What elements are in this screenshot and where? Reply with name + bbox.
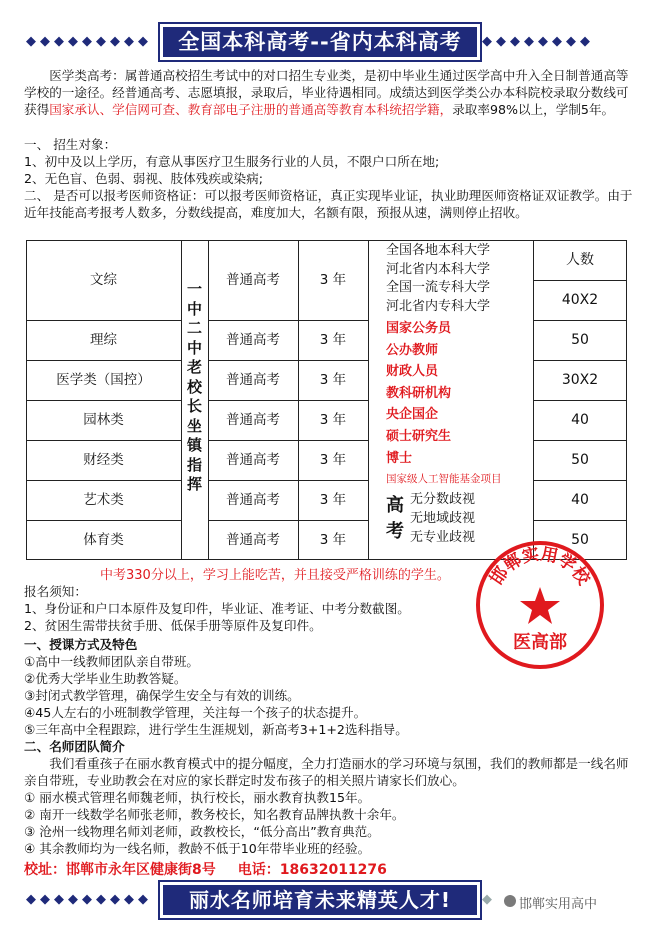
years-cell: 3 年	[319, 492, 347, 508]
years-cell: 3 年	[319, 452, 347, 468]
teaching-item: ③封闭式教学管理，确保学生安全与有效的训练。	[24, 688, 300, 703]
table-col-line	[368, 240, 369, 560]
school-phone: 电话：18632011276	[237, 862, 387, 878]
count-cell: 50	[571, 332, 589, 348]
major-cell: 艺术类	[83, 492, 124, 508]
university-item: 全国各地本科大学	[386, 243, 491, 258]
ai-project-note: 国家级人工智能基金项目	[386, 473, 502, 486]
career-item: 博士	[386, 450, 413, 466]
registration-title: 报名须知：	[24, 584, 87, 599]
watermark: 邯郸实用高中	[519, 897, 598, 912]
teacher-item: ③ 沧州一线物理名师刘老师，政教校长，“低分高出”教育典范。	[24, 824, 380, 839]
teacher-item: ① 丽水模式管理名师魏老师，执行校长，丽水教育执教15年。	[24, 790, 371, 805]
major-cell: 理综	[90, 332, 117, 348]
diamond-decoration-right: ◆	[482, 892, 496, 907]
career-item: 央企国企	[386, 407, 439, 423]
major-cell: 财经类	[83, 452, 124, 468]
major-cell: 医学类（国控）	[56, 372, 151, 388]
enrollment-item: 2、无色盲、色弱、弱视、肢体残疾或染病;	[24, 171, 263, 186]
university-item: 河北省内本科大学	[386, 261, 491, 277]
count-cell: 40	[571, 412, 589, 428]
contact-line	[24, 862, 636, 879]
university-item: 河北省内专科大学	[386, 298, 491, 314]
count-cell: 50	[571, 452, 589, 468]
teaching-title: 一、授课方式及特色	[24, 637, 138, 652]
registration-item: 2、贫困生需带扶贫手册、低保手册等原件及复印件。	[24, 618, 322, 633]
registration-item: 1、身份证和户口本原件及复印件，毕业证、准考证、中考分数截图。	[24, 601, 410, 616]
exam-cell: 普通高考	[226, 372, 280, 388]
teaching-item: ②优秀大学毕业生助教答疑。	[24, 671, 187, 686]
teachers-intro: 我们看重孩子在丽水教育模式中的提分幅度，全力打造丽水的学习环境与氛围，我们的教师都是一线名师亲自带班，专业助教会在对应的家长群定时发布孩子的相关照片请家长们放心。	[24, 756, 629, 788]
major-cell: 文综	[90, 272, 117, 288]
qualification-paragraph: 二、 是否可以报考医师资格证：可以报考医师资格证，真正实现毕业证，执业助理医师资格证双证教学。由于近年技能高考报考人数多，分数线提高，难度加大，名额有限，预报从速，满则停止招收。	[24, 188, 633, 220]
section-enrollment	[24, 136, 636, 221]
section-enrollment-title: 一、 招生对象：	[24, 137, 117, 152]
enrollment-item: 1、初中及以上学历，有意从事医疗卫生服务行业的人员，不限户口所在地;	[24, 154, 440, 169]
gaokao-char: 考	[386, 521, 404, 543]
major-cell: 园林类	[83, 412, 124, 428]
top-banner-row	[0, 22, 661, 62]
school-address: 校址：邯郸市永年区健康街8号	[24, 862, 216, 878]
top-banner-title: 全国本科高考--省内本科高考	[160, 24, 480, 60]
teaching-item: ①高中一线教师团队亲自带班。	[24, 654, 200, 669]
gaokao-char: 高	[386, 495, 404, 517]
years-cell: 3 年	[319, 532, 347, 548]
exam-cell: 普通高考	[226, 412, 280, 428]
years-cell: 3 年	[319, 272, 347, 288]
teaching-item: ④45人左右的小班制教学管理，关注每一个孩子的状态提升。	[24, 705, 367, 720]
exam-cell: 普通高考	[226, 452, 280, 468]
exam-cell: 普通高考	[226, 272, 280, 288]
career-item: 财政人员	[386, 364, 439, 380]
university-item: 全国一流专科大学	[386, 280, 491, 295]
career-item: 公办教师	[386, 342, 439, 358]
admission-requirement-note: 中考330分以上，学习上能吃苦，并且接受严格训练的学生。	[100, 568, 450, 583]
years-cell: 3 年	[319, 332, 347, 348]
no-discrimination-item: 无专业歧视	[410, 530, 476, 546]
teachers-title: 二、名师团队简介	[24, 739, 125, 754]
no-discrimination-item: 无分数歧视	[410, 492, 476, 508]
career-item: 硕士研究生	[386, 429, 452, 444]
major-cell: 体育类	[83, 532, 124, 548]
no-discrimination-item: 无地域歧视	[410, 511, 476, 527]
career-item: 教科研机构	[386, 385, 452, 401]
teacher-item: ④ 其余教师均为一线名师，教龄不低于10年带毕业班的经验。	[24, 841, 371, 856]
diamond-decoration-right: ◆◆◆◆◆◆◆◆	[482, 34, 594, 49]
career-item: 国家公务员	[386, 321, 452, 336]
bottom-banner-slogan: 丽水名师培育未来精英人才!	[160, 882, 480, 918]
count-cell: 40X2	[561, 292, 599, 308]
count-header: 人数	[566, 252, 594, 268]
count-cell: 50	[571, 532, 589, 548]
count-cell: 40	[571, 492, 589, 508]
teachers-section	[24, 738, 636, 857]
stamp-ring-text: 邯郸实用学校	[486, 544, 594, 589]
years-cell: 3 年	[319, 372, 347, 388]
exam-cell: 普通高考	[226, 332, 280, 348]
stamp-center-text: 医高部	[513, 632, 567, 653]
wechat-icon	[504, 895, 516, 907]
teacher-item: ② 南开一线数学名师张老师，教务校长，知名教育品牌执教十余年。	[24, 807, 405, 822]
vertical-label: 一中二中老校长坐镇指挥	[186, 280, 202, 493]
school-seal-stamp	[470, 535, 610, 675]
exam-cell: 普通高考	[226, 532, 280, 548]
stamp-star-icon	[520, 587, 560, 624]
intro-paragraph: 医学类高考：属普通高校招生考试中的对口招生专业类，是初中毕业生通过医学高中升入全日制普通高等学校的一途径。经普通高考、志愿填报，录取后，毕业待遇相同。成绩达到医学类公办本科院校录取分数线可获得国家承认、学信网可查、教育部电子注册的普通高等教育本科统招学籍，录取率98%以上，学制5年。	[24, 68, 629, 117]
diamond-decoration-left: ◆◆◆◆◆◆◆◆◆	[26, 34, 152, 49]
diamond-decoration-left: ◆◆◆◆◆◆◆◆◆	[26, 892, 152, 907]
years-cell: 3 年	[319, 412, 347, 428]
teaching-item: ⑤三年高中全程跟踪，进行学生生涯规划，新高考3+1+2选科指导。	[24, 722, 408, 737]
count-cell: 30X2	[561, 372, 599, 388]
exam-cell: 普通高考	[226, 492, 280, 508]
